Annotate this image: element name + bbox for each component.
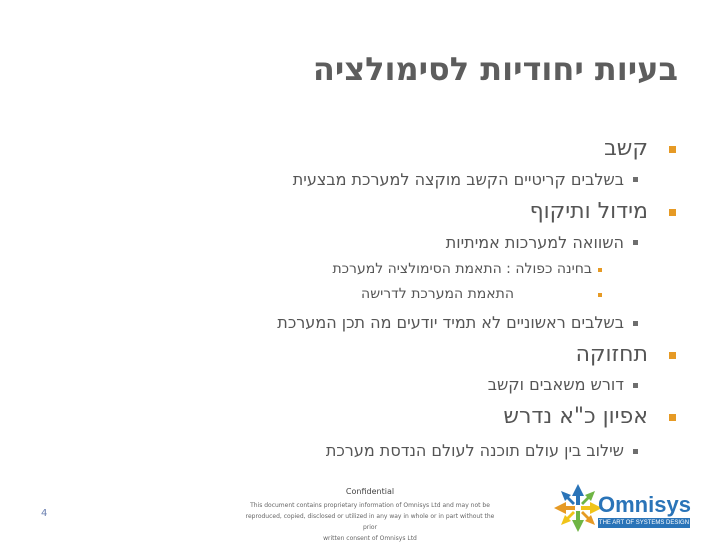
bullet-subitem: דורש משאבים וקשב [487, 375, 624, 394]
bullet-item-modeling: מידול ותיקוף [529, 199, 648, 224]
bullet-subsubitem: התאמת המערכת לדרישה [361, 286, 514, 302]
bullet-item-maintenance: תחזוקה [575, 342, 648, 367]
notice-line: written consent of Omnisys Ltd [323, 535, 417, 542]
bullet-marker [669, 146, 676, 153]
bullet-marker [598, 293, 602, 297]
notice-line: reproduced, copied, disclosed or utilized in any way in whole or in part without the prior [245, 513, 495, 531]
page-number: 4 [41, 508, 48, 519]
bullet-marker [633, 240, 638, 245]
notice-line: This document contains proprietary information of Omnisys Ltd and may not be [250, 502, 490, 509]
confidential-notice [238, 500, 502, 544]
bullet-marker [633, 383, 638, 388]
bullet-subitem: השוואה למערכות אמיתיות [445, 233, 624, 252]
logo-name: Omnisys [598, 492, 691, 517]
bullet-item-characterization: אפיון כ"א נדרש [503, 404, 648, 429]
bullet-marker [633, 321, 638, 326]
bullet-marker [633, 177, 638, 182]
logo-tagline: THE ART OF SYSTEMS DESIGN [598, 520, 690, 526]
confidential-label: Confidential [345, 487, 395, 496]
bullet-subitem: שילוב בין עולם תוכנה לעולם הנדסת מערכת [325, 441, 624, 460]
bullet-subitem: בשלבים קריטיים הקשב מוקצה למערכת מבצעית [292, 170, 624, 189]
bullet-marker [669, 414, 676, 421]
bullet-subitem: בשלבים ראשוניים לא תמיד יודעים מה תכן המערכת [277, 313, 624, 332]
slide-title: בעיות יחודיות לסימולציה [312, 50, 678, 88]
bullet-marker [669, 352, 676, 359]
bullet-marker [598, 268, 602, 272]
bullet-subsubitem: בחינה כפולה : התאמת הסימולציה למערכת [332, 261, 592, 277]
bullet-marker [669, 209, 676, 216]
bullet-marker [633, 449, 638, 454]
bullet-item-attention: קשב [604, 136, 648, 161]
